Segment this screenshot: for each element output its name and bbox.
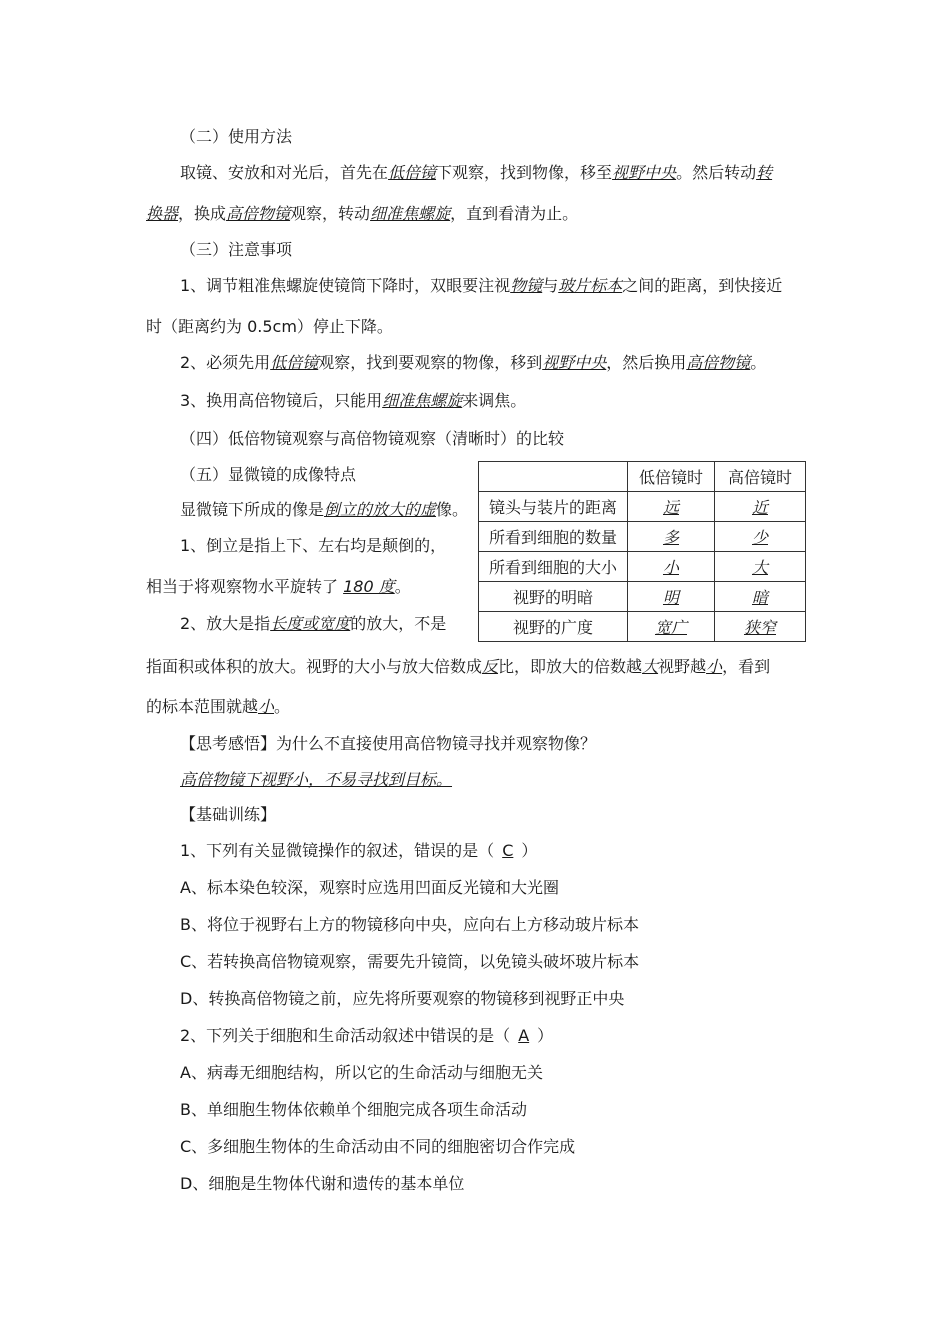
section-heading-imaging: （五）显微镜的成像特点 xyxy=(180,465,357,484)
answer-blank: 高倍物镜 xyxy=(686,353,751,372)
answer-blank: 视野中央 xyxy=(612,163,677,182)
table-cell: 明 xyxy=(628,582,715,612)
precaution-1-line-2: 时（距离约为 0.5cm）停止下降。 xyxy=(146,317,393,336)
option: D、转换高倍物镜之前，应先将所要观察的物镜移到视野正中央 xyxy=(180,989,625,1008)
table-cell: 多 xyxy=(628,522,715,552)
table-cell: 宽广 xyxy=(628,612,715,642)
section-heading-usage: （二）使用方法 xyxy=(180,127,293,146)
section-heading-training: 【基础训练】 xyxy=(180,805,277,824)
answer-blank: 低倍镜 xyxy=(388,163,437,182)
imaging-line-6 xyxy=(146,697,290,717)
table-cell: 狭窄 xyxy=(715,612,806,642)
table-header-cell: 低倍镜时 xyxy=(628,462,715,492)
answer-blank: 细准焦螺旋 xyxy=(382,391,463,410)
table-header-cell: 高倍镜时 xyxy=(715,462,806,492)
text: ） xyxy=(521,841,538,860)
text: 取镜、安放和对光后，首先在 xyxy=(180,163,389,182)
text: ，然后换用 xyxy=(606,353,687,372)
think-answer: 高倍物镜下视野小，不易寻找到目标。 xyxy=(180,770,453,789)
option: B、将位于视野右上方的物镜移向中央，应向右上方移动玻片标本 xyxy=(180,915,639,934)
text: 来调焦。 xyxy=(462,391,527,410)
text: 相当于将观察物水平旋转了 xyxy=(146,577,344,596)
question-1 xyxy=(180,841,537,861)
imaging-line-5 xyxy=(146,657,770,677)
table-cell: 暗 xyxy=(715,582,806,612)
answer-blank: 转 xyxy=(756,163,773,182)
text: 显微镜下所成的像是 xyxy=(180,500,325,519)
answer-blank: 长度或宽度 xyxy=(270,614,351,633)
table-row-label: 所看到细胞的数量 xyxy=(479,522,628,552)
text: 的放大，不是 xyxy=(350,614,447,633)
text: 。 xyxy=(750,353,767,372)
option: C、若转换高倍物镜观察，需要先升镜筒，以免镜头破坏玻片标本 xyxy=(180,952,640,971)
text: ，换成 xyxy=(178,204,227,223)
answer-blank: 换器 xyxy=(146,204,179,223)
table-row-label: 视野的明暗 xyxy=(479,582,628,612)
answer-blank: 低倍镜 xyxy=(270,353,319,372)
answer-blank: 细准焦螺旋 xyxy=(370,204,451,223)
answer-blank: 180 度 xyxy=(343,577,395,596)
table-row xyxy=(479,582,806,612)
text: 比，即放大的倍数越 xyxy=(498,657,643,676)
question-2 xyxy=(180,1026,553,1046)
text: 。然后转动 xyxy=(676,163,757,182)
answer-blank: 高倍物镜 xyxy=(226,204,291,223)
table-row-label: 视野的广度 xyxy=(479,612,628,642)
answer-choice: C xyxy=(502,841,514,860)
text: 。 xyxy=(394,577,411,596)
table-cell: 大 xyxy=(715,552,806,582)
table-row xyxy=(479,492,806,522)
text: 。 xyxy=(274,697,291,716)
precaution-2 xyxy=(180,353,766,373)
think-question: 【思考感悟】为什么不直接使用高倍物镜寻找并观察物像？ xyxy=(180,734,597,753)
imaging-line-4 xyxy=(180,614,446,634)
table-row xyxy=(479,552,806,582)
text: 2、下列关于细胞和生命活动叙述中错误的是（ xyxy=(180,1026,511,1045)
option: B、单细胞生物体依赖单个细胞完成各项生命活动 xyxy=(180,1100,527,1119)
answer-blank: 视野中央 xyxy=(542,353,607,372)
imaging-line-2: 1、倒立是指上下、左右均是颠倒的， xyxy=(180,536,447,555)
answer-blank: 反 xyxy=(482,657,499,676)
text: 1、下列有关显微镜操作的叙述，错误的是（ xyxy=(180,841,495,860)
table-cell: 远 xyxy=(628,492,715,522)
table-cell: 小 xyxy=(628,552,715,582)
table-header-row xyxy=(479,462,806,492)
answer-choice: A xyxy=(518,1026,530,1045)
precaution-1-line-1 xyxy=(180,276,782,296)
text: 2、放大是指 xyxy=(180,614,271,633)
section-heading-precautions: （三）注意事项 xyxy=(180,240,293,259)
option: D、细胞是生物体代谢和遗传的基本单位 xyxy=(180,1174,465,1193)
answer-blank: 大 xyxy=(642,657,659,676)
table-header-cell xyxy=(479,462,628,492)
table-row xyxy=(479,612,806,642)
answer-blank: 物镜 xyxy=(510,276,543,295)
option: C、多细胞生物体的生命活动由不同的细胞密切合作完成 xyxy=(180,1137,576,1156)
precaution-3 xyxy=(180,391,526,411)
table-cell: 少 xyxy=(715,522,806,552)
text: 1、调节粗准焦螺旋使镜筒下降时，双眼要注视 xyxy=(180,276,511,295)
option: A、病毒无细胞结构，所以它的生命活动与细胞无关 xyxy=(180,1063,543,1082)
text: 观察，转动 xyxy=(290,204,371,223)
text: 2、必须先用 xyxy=(180,353,271,372)
comparison-table xyxy=(478,461,806,642)
text: 像。 xyxy=(436,500,469,519)
answer-blank: 玻片标本 xyxy=(558,276,623,295)
text: 与 xyxy=(542,276,559,295)
usage-paragraph-line-2 xyxy=(146,204,578,224)
text: 之间的距离，到快接近 xyxy=(622,276,783,295)
text: 下观察，找到物像，移至 xyxy=(436,163,613,182)
text: ，直到看清为止。 xyxy=(450,204,579,223)
table-row xyxy=(479,522,806,552)
answer-blank: 小 xyxy=(258,697,275,716)
section-heading-comparison: （四）低倍物镜观察与高倍物镜观察（清晰时）的比较 xyxy=(180,429,565,448)
text: 指面积或体积的放大。视野的大小与放大倍数成 xyxy=(146,657,483,676)
imaging-line-3 xyxy=(146,577,411,597)
imaging-line-1 xyxy=(180,500,468,520)
table-cell: 近 xyxy=(715,492,806,522)
table-row-label: 所看到细胞的大小 xyxy=(479,552,628,582)
text: ，看到 xyxy=(722,657,771,676)
text: 视野越 xyxy=(658,657,707,676)
text: 观察，找到要观察的物像，移到 xyxy=(318,353,543,372)
text: ） xyxy=(537,1026,554,1045)
usage-paragraph-line-1 xyxy=(180,163,772,183)
table-row-label: 镜头与装片的距离 xyxy=(479,492,628,522)
text: 3、换用高倍物镜后，只能用 xyxy=(180,391,383,410)
text: 的标本范围就越 xyxy=(146,697,259,716)
answer-blank: 倒立的放大的虚 xyxy=(324,500,437,519)
option: A、标本染色较深，观察时应选用凹面反光镜和大光圈 xyxy=(180,878,559,897)
answer-blank: 小 xyxy=(706,657,723,676)
